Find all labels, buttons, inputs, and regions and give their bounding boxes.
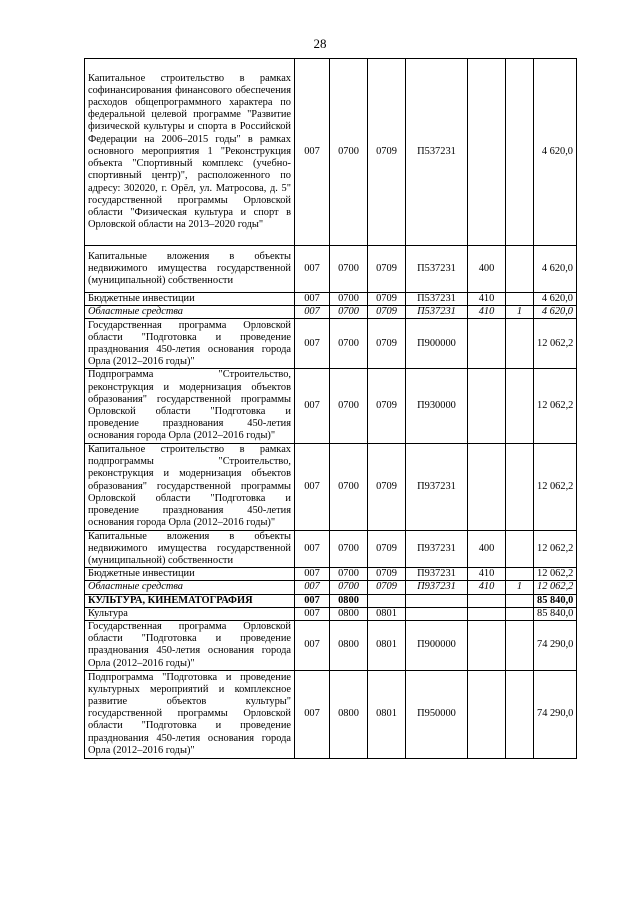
row-ved-code-cell: 007 [295, 670, 330, 758]
row-name-cell: Бюджетные инвестиции [85, 568, 295, 581]
row-name-cell: Капитальное строительство в рамках софинансирования финансового обеспечения расходов общепрограммного характера по федеральной целевой программе "Развитие физической культуры и спорта в Российской Федерации на 2006–2015 годы" в рамках основного мероприятия 1 "Реконструкция объекта "Спортивный комплекс (учебно-спортивный центр)", расположенного по адресу: 302020, г. Орёл, ул. Матросова, д. 5" государственной программы Орловской области "Физическая культура и спорт в Орловской области на 2013–2020 годы" [85, 59, 295, 246]
row-subsection-code-cell: 0709 [368, 306, 406, 319]
row-expense-type-cell [468, 443, 506, 530]
row-target-article-cell [406, 594, 468, 607]
row-section-code-cell: 0700 [330, 306, 368, 319]
row-name-cell: Капитальные вложения в объекты недвижимого имущества государственной (муниципальной) собственности [85, 530, 295, 568]
page-number: 28 [313, 36, 327, 51]
row-amount-cell: 74 290,0 [534, 621, 577, 671]
row-subsection-code-cell: 0709 [368, 443, 406, 530]
row-amount-cell: 12 062,2 [534, 581, 577, 594]
row-section-code-cell: 0800 [330, 621, 368, 671]
row-subsection-code-cell: 0709 [368, 293, 406, 306]
row-funding-source-cell [506, 621, 534, 671]
table-row [85, 594, 577, 607]
row-target-article-cell: П900000 [406, 621, 468, 671]
row-subsection-code-cell: 0801 [368, 621, 406, 671]
table-row [85, 530, 577, 568]
row-funding-source-cell [506, 607, 534, 620]
row-section-code-cell: 0700 [330, 59, 368, 246]
row-target-article-cell: П537231 [406, 246, 468, 293]
row-name-cell: Бюджетные инвестиции [85, 293, 295, 306]
row-name-cell: Подпрограмма "Строительство, реконструкция и модернизация объектов образования" государственной программы Орловской области "Подготовка и проведение празднования 450-летия основания города Орла (2012–2016 годы)" [85, 369, 295, 443]
row-target-article-cell: П937231 [406, 530, 468, 568]
row-amount-cell: 12 062,2 [534, 443, 577, 530]
row-ved-code-cell: 007 [295, 621, 330, 671]
row-name-cell: Государственная программа Орловской области "Подготовка и проведение празднования 450-летия основания города Орла (2012–2016 годы)" [85, 319, 295, 369]
table-row [85, 246, 577, 293]
row-ved-code-cell: 007 [295, 246, 330, 293]
row-section-code-cell: 0700 [330, 246, 368, 293]
row-funding-source-cell [506, 443, 534, 530]
row-amount-cell: 12 062,2 [534, 568, 577, 581]
row-funding-source-cell: 1 [506, 581, 534, 594]
row-funding-source-cell [506, 59, 534, 246]
row-expense-type-cell [468, 621, 506, 671]
row-section-code-cell: 0800 [330, 607, 368, 620]
row-amount-cell: 12 062,2 [534, 530, 577, 568]
row-name-cell: Капитальное строительство в рамках подпрограммы "Строительство, реконструкция и модернизация объектов образования" государственной программы Орловской области "Подготовка и проведение празднования 450-летия основания города Орла (2012–2016 годы)" [85, 443, 295, 530]
row-target-article-cell: П950000 [406, 670, 468, 758]
row-expense-type-cell [468, 607, 506, 620]
row-section-code-cell: 0700 [330, 581, 368, 594]
row-ved-code-cell: 007 [295, 530, 330, 568]
row-expense-type-cell [468, 319, 506, 369]
row-target-article-cell: П930000 [406, 369, 468, 443]
row-target-article-cell: П900000 [406, 319, 468, 369]
row-amount-cell: 12 062,2 [534, 369, 577, 443]
table-row [85, 306, 577, 319]
row-name-cell: Областные средства [85, 581, 295, 594]
row-expense-type-cell [468, 594, 506, 607]
row-amount-cell: 4 620,0 [534, 293, 577, 306]
row-target-article-cell: П537231 [406, 293, 468, 306]
row-section-code-cell: 0800 [330, 594, 368, 607]
table-row [85, 568, 577, 581]
row-expense-type-cell: 410 [468, 293, 506, 306]
row-funding-source-cell [506, 246, 534, 293]
row-amount-cell: 4 620,0 [534, 246, 577, 293]
table-row [85, 670, 577, 758]
row-ved-code-cell: 007 [295, 319, 330, 369]
row-name-cell: Подпрограмма "Подготовка и проведение культурных мероприятий и комплексное развитие объектов культуры" государственной программы Орловской области "Подготовка и проведение празднования 450-летия основания города Орла (2012–2016 годы)" [85, 670, 295, 758]
row-ved-code-cell: 007 [295, 568, 330, 581]
table-row [85, 621, 577, 671]
row-subsection-code-cell: 0709 [368, 568, 406, 581]
table-row [85, 443, 577, 530]
row-expense-type-cell: 410 [468, 568, 506, 581]
row-ved-code-cell: 007 [295, 581, 330, 594]
row-target-article-cell: П537231 [406, 59, 468, 246]
row-expense-type-cell [468, 670, 506, 758]
row-ved-code-cell: 007 [295, 594, 330, 607]
row-funding-source-cell: 1 [506, 306, 534, 319]
row-subsection-code-cell: 0801 [368, 607, 406, 620]
row-subsection-code-cell: 0801 [368, 670, 406, 758]
row-expense-type-cell: 410 [468, 306, 506, 319]
row-subsection-code-cell: 0709 [368, 319, 406, 369]
row-expense-type-cell: 400 [468, 246, 506, 293]
budget-table [84, 58, 577, 759]
row-expense-type-cell [468, 59, 506, 246]
row-expense-type-cell [468, 369, 506, 443]
table-row [85, 59, 577, 246]
row-section-code-cell: 0700 [330, 369, 368, 443]
row-subsection-code-cell: 0709 [368, 581, 406, 594]
row-target-article-cell [406, 607, 468, 620]
table-row [85, 581, 577, 594]
row-ved-code-cell: 007 [295, 293, 330, 306]
row-funding-source-cell [506, 319, 534, 369]
row-name-cell: Государственная программа Орловской области "Подготовка и проведение празднования 450-летия основания города Орла (2012–2016 годы)" [85, 621, 295, 671]
row-ved-code-cell: 007 [295, 607, 330, 620]
row-amount-cell: 4 620,0 [534, 306, 577, 319]
row-funding-source-cell [506, 568, 534, 581]
table-row [85, 607, 577, 620]
row-amount-cell: 74 290,0 [534, 670, 577, 758]
row-amount-cell: 4 620,0 [534, 59, 577, 246]
row-name-cell: КУЛЬТУРА, КИНЕМАТОГРАФИЯ [85, 594, 295, 607]
table-row [85, 293, 577, 306]
row-funding-source-cell [506, 670, 534, 758]
row-target-article-cell: П937231 [406, 581, 468, 594]
row-name-cell: Областные средства [85, 306, 295, 319]
row-funding-source-cell [506, 293, 534, 306]
row-subsection-code-cell: 0709 [368, 369, 406, 443]
table-row [85, 369, 577, 443]
row-target-article-cell: П937231 [406, 568, 468, 581]
row-funding-source-cell [506, 594, 534, 607]
row-subsection-code-cell [368, 594, 406, 607]
row-section-code-cell: 0800 [330, 670, 368, 758]
row-name-cell: Капитальные вложения в объекты недвижимого имущества государственной (муниципальной) собственности [85, 246, 295, 293]
row-expense-type-cell: 400 [468, 530, 506, 568]
row-funding-source-cell [506, 369, 534, 443]
table-row [85, 319, 577, 369]
row-subsection-code-cell: 0709 [368, 530, 406, 568]
row-section-code-cell: 0700 [330, 443, 368, 530]
row-amount-cell: 85 840,0 [534, 594, 577, 607]
row-section-code-cell: 0700 [330, 530, 368, 568]
row-funding-source-cell [506, 530, 534, 568]
table-body [85, 59, 577, 759]
row-amount-cell: 12 062,2 [534, 319, 577, 369]
row-section-code-cell: 0700 [330, 319, 368, 369]
row-target-article-cell: П537231 [406, 306, 468, 319]
row-section-code-cell: 0700 [330, 568, 368, 581]
row-ved-code-cell: 007 [295, 443, 330, 530]
row-ved-code-cell: 007 [295, 369, 330, 443]
row-subsection-code-cell: 0709 [368, 246, 406, 293]
row-target-article-cell: П937231 [406, 443, 468, 530]
row-ved-code-cell: 007 [295, 306, 330, 319]
row-amount-cell: 85 840,0 [534, 607, 577, 620]
row-subsection-code-cell: 0709 [368, 59, 406, 246]
row-section-code-cell: 0700 [330, 293, 368, 306]
row-name-cell: Культура [85, 607, 295, 620]
row-expense-type-cell: 410 [468, 581, 506, 594]
row-ved-code-cell: 007 [295, 59, 330, 246]
